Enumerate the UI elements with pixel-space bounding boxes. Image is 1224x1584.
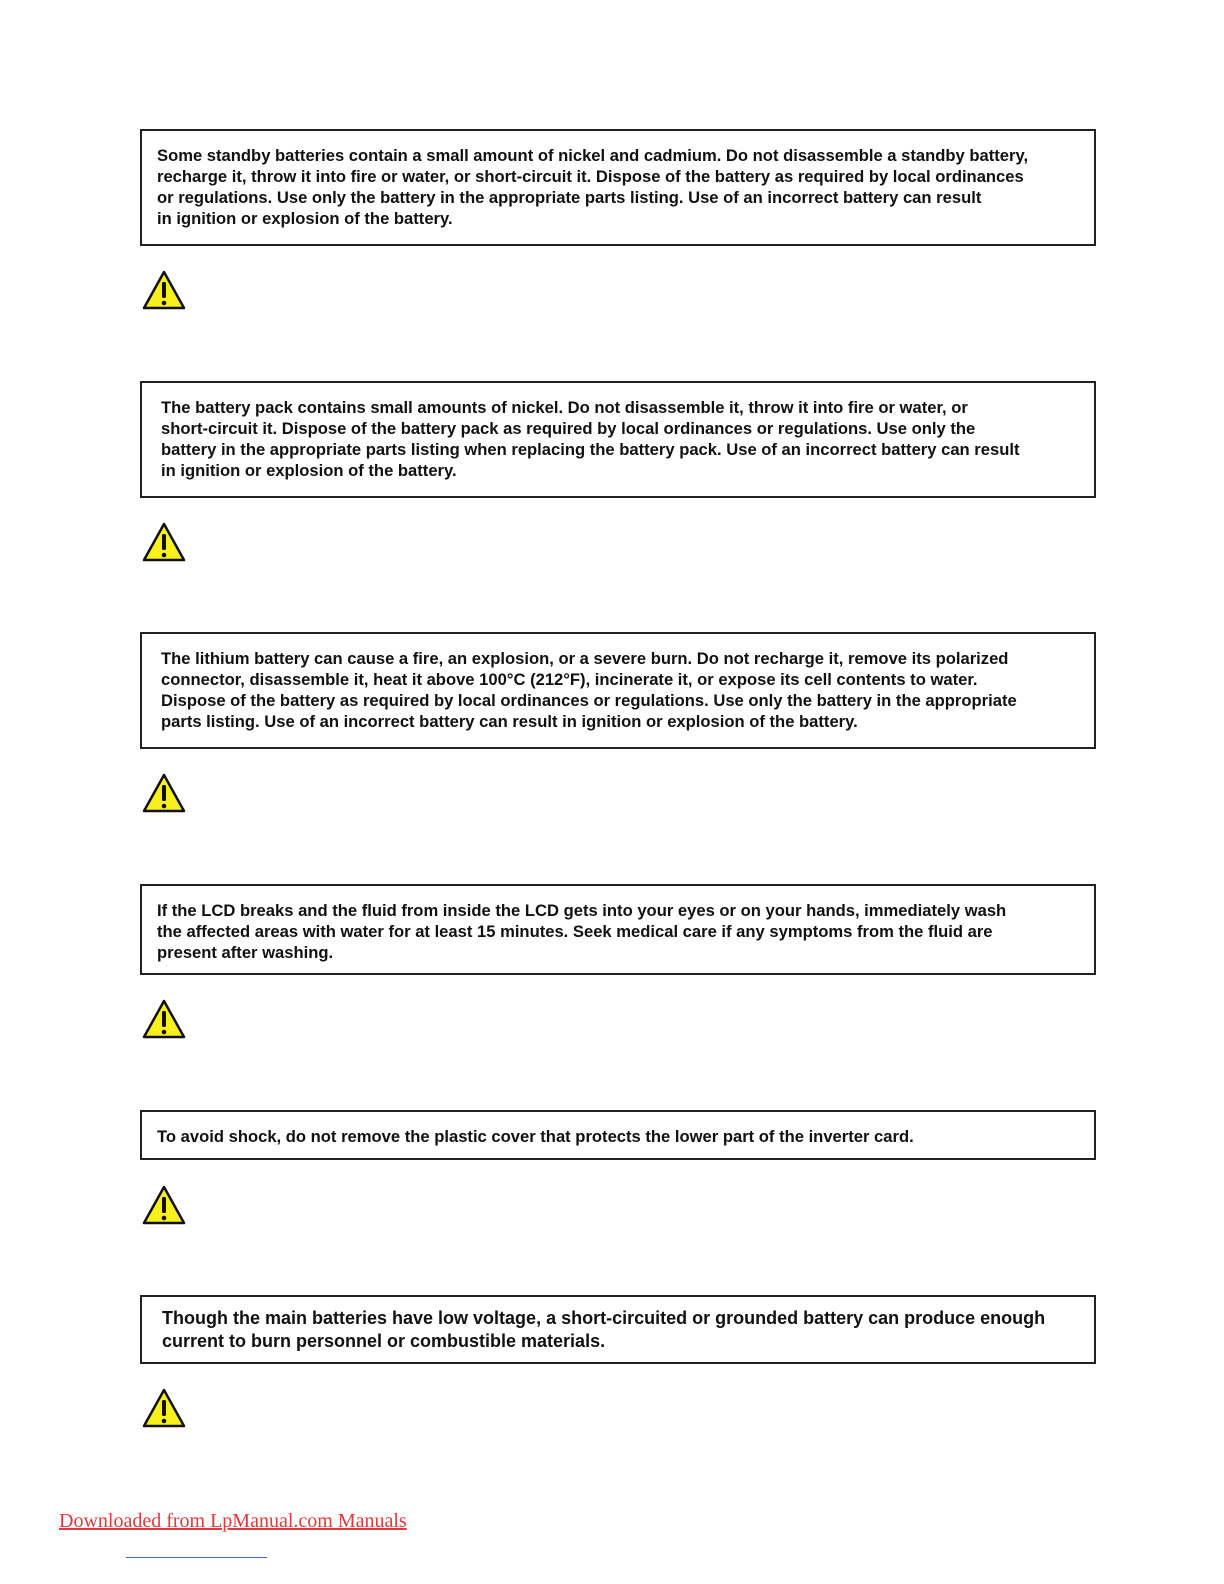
notice-line: The lithium battery can cause a fire, an explosion, or a severe burn. Do not recharge it, remove its polarized xyxy=(161,649,1009,668)
notice-line: The battery pack contains small amounts of nickel. Do not disassemble it, throw it into fire or water, or xyxy=(161,398,968,417)
notice-line: Some standby batteries contain a small amount of nickel and cadmium. Do not disassemble a standby battery, xyxy=(157,146,1029,165)
notice-line: short-circuit it. Dispose of the battery pack as required by local ordinances or regulations. Use only the xyxy=(161,419,976,438)
notice-line: in ignition or explosion of the battery. xyxy=(161,461,457,480)
notice-line: the affected areas with water for at least 15 minutes. Seek medical care if any symptoms from the fluid are xyxy=(157,922,993,941)
notice-line: recharge it, throw it into fire or water, or short-circuit it. Dispose of the battery as required by local ordinances xyxy=(157,167,1024,186)
notice-line: Dispose of the battery as required by local ordinances or regulations. Use only the battery in the appropriate xyxy=(161,691,1017,710)
notice-line: connector, disassemble it, heat it above 100°C (212°F), incinerate it, or expose its cell contents to water. xyxy=(161,670,978,689)
notice-line: parts listing. Use of an incorrect battery can result in ignition or explosion of the battery. xyxy=(161,712,858,731)
notice-line: If the LCD breaks and the fluid from inside the LCD gets into your eyes or on your hands, immediately wash xyxy=(157,901,1007,920)
notice-line: or regulations. Use only the battery in the appropriate parts listing. Use of an incorrect battery can result xyxy=(157,188,982,207)
notice-box xyxy=(140,1110,1096,1160)
warning-triangle-icon xyxy=(141,269,187,311)
warning-triangle-icon xyxy=(141,772,187,814)
notice-line: current to burn personnel or combustible materials. xyxy=(162,1330,606,1351)
footer-download-link[interactable]: Downloaded from LpManual.com Manuals xyxy=(59,1510,407,1532)
footer-divider xyxy=(126,1557,267,1558)
notice-box xyxy=(140,1295,1096,1364)
notice-box xyxy=(140,381,1096,498)
warning-triangle-icon xyxy=(141,1184,187,1226)
notice-line: To avoid shock, do not remove the plastic cover that protects the lower part of the inverter card. xyxy=(157,1127,914,1146)
notice-line: Though the main batteries have low voltage, a short-circuited or grounded battery can produce enough xyxy=(162,1308,1046,1328)
notice-line: in ignition or explosion of the battery. xyxy=(157,209,453,228)
notice-box xyxy=(140,632,1096,749)
warning-triangle-icon xyxy=(141,521,187,563)
warning-triangle-icon xyxy=(141,998,187,1040)
notice-box xyxy=(140,129,1096,246)
notice-line: battery in the appropriate parts listing when replacing the battery pack. Use of an incorrect battery can result xyxy=(161,440,1020,459)
notice-line: present after washing. xyxy=(157,943,334,962)
notice-box xyxy=(140,884,1096,975)
warning-triangle-icon xyxy=(141,1387,187,1429)
